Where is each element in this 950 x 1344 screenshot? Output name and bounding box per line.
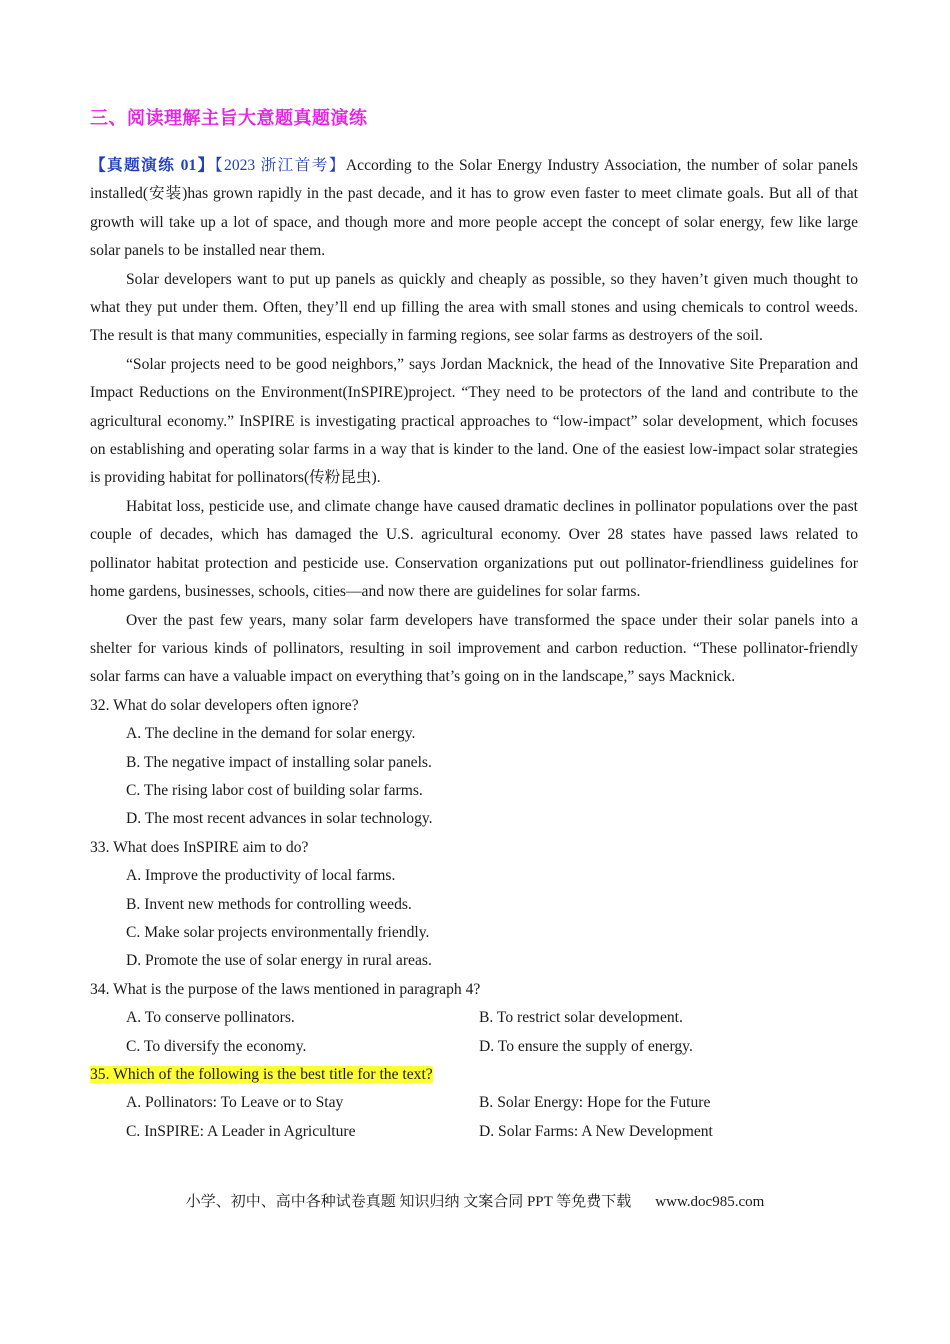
option-c: C. InSPIRE: A Leader in Agriculture	[126, 1122, 356, 1140]
option-a: A. Pollinators: To Leave or to Stay	[126, 1094, 344, 1112]
option-c: C. The rising labor cost of building solar farms.	[126, 781, 423, 799]
question-stem: 34. What is the purpose of the laws mentioned in paragraph 4?	[90, 980, 481, 998]
section-title: 三、阅读理解主旨大意题真题演练	[90, 108, 368, 129]
question-32	[90, 692, 858, 834]
option-a: A. The decline in the demand for solar energy.	[126, 725, 416, 743]
question-34	[90, 976, 858, 1061]
option-a: A. To conserve pollinators.	[126, 1009, 295, 1027]
paragraph-1-text: According to the Solar Energy Industry Association, the number of solar panels installed(安装)has grown rapidly in the past decade, and it has to grow even faster to meet climate goals. But all of that growth will take up a lot of space, and though more and more people accept the concept of solar energy, few like large solar panels to be installed near them.	[90, 157, 859, 260]
question-stem: 32. What do solar developers often ignore?	[90, 696, 359, 714]
footer-url[interactable]: www.doc985.com	[655, 1194, 765, 1210]
reading-passage	[90, 152, 858, 1146]
option-b: B. The negative impact of installing solar panels.	[126, 753, 432, 771]
highlighted-question-stem: 35. Which of the following is the best title for the text?	[90, 1066, 433, 1083]
question-stem	[90, 1061, 858, 1089]
option-d: D. Solar Farms: A New Development	[479, 1122, 713, 1140]
page-footer	[0, 1190, 950, 1211]
option-d: D. To ensure the supply of energy.	[479, 1037, 693, 1055]
footer-text: 小学、初中、高中各种试卷真题 知识归纳 文案合同 PPT 等免费下载	[185, 1194, 632, 1210]
option-a: A. Improve the productivity of local farms.	[126, 867, 396, 885]
paragraph-4: Habitat loss, pesticide use, and climate change have caused dramatic declines in pollinator populations over the past couple of decades, which has damaged the U.S. agricultural economy. Over 28 states have passed laws related to pollinator habitat protection and pesticide use. Conservation organizations put out pollinator-friendliness guidelines for home gardens, businesses, schools, cities—and now there are guidelines for solar farms.	[90, 497, 858, 601]
option-d: D. Promote the use of solar energy in rural areas.	[126, 952, 432, 970]
question-33	[90, 834, 858, 976]
question-stem: 33. What does InSPIRE aim to do?	[90, 838, 309, 856]
paragraph-2: Solar developers want to put up panels as quickly and cheaply as possible, so they haven’t given much thought to what they put under them. Often, they’ll end up filling the area with small stones and using chemicals to control weeds. The result is that many communities, especially in farming regions, see solar farms as destroyers of the soil.	[90, 270, 858, 345]
option-c: C. To diversify the economy.	[126, 1037, 307, 1055]
paragraph-5: Over the past few years, many solar farm developers have transformed the space under their solar panels into a shelter for various kinds of pollinators, resulting in soil improvement and carbon reduction. “These pollinator-friendly solar farms can have a valuable impact on everything that’s going on in the landscape,” says Macknick.	[90, 611, 858, 686]
paragraph-1	[90, 152, 858, 266]
option-b: B. To restrict solar development.	[479, 1009, 683, 1027]
option-d: D. The most recent advances in solar technology.	[126, 810, 433, 828]
paragraph-3: “Solar projects need to be good neighbors,” says Jordan Macknick, the head of the Innovative Site Preparation and Impact Reductions on the Environment(InSPIRE)project. “They need to be protectors of the land and contribute to the agricultural economy.” InSPIRE is investigating practical approaches to “low-impact” solar development, which focuses on establishing and operating solar farms in a way that is kinder to the land. One of the easiest low-impact solar strategies is providing habitat for pollinators(传粉昆虫).	[90, 355, 858, 487]
source-tag: 【2023 浙江首考】	[214, 157, 346, 174]
option-row	[90, 1089, 858, 1117]
option-row	[90, 1033, 858, 1061]
option-b: B. Invent new methods for controlling weeds.	[126, 895, 412, 913]
exercise-tag: 【真题演练 01】	[90, 157, 215, 174]
option-b: B. Solar Energy: Hope for the Future	[479, 1094, 711, 1112]
option-row	[90, 1118, 858, 1146]
question-35	[90, 1061, 858, 1146]
option-row	[90, 1004, 858, 1032]
option-c: C. Make solar projects environmentally friendly.	[126, 923, 430, 941]
